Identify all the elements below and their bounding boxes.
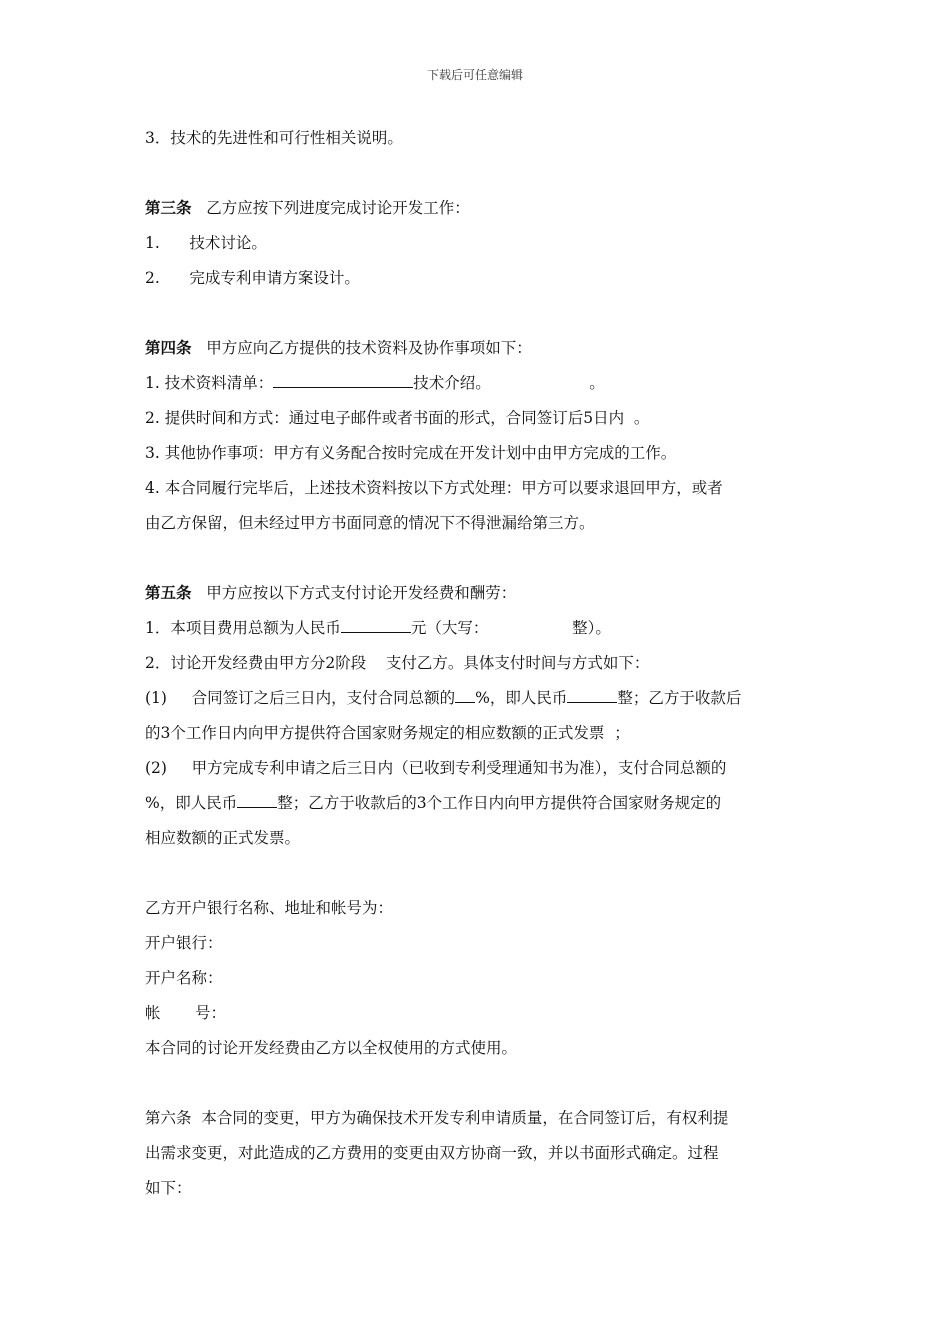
text-line bbox=[145, 513, 595, 533]
line-text: (2) 甲方完成专利申请之后三日内（已收到专利受理通知书为准），支付合同总额的 bbox=[145, 759, 727, 777]
text-line bbox=[145, 198, 470, 218]
line-text: 3. 其他协作事项：甲方有义务配合按时完成在开发计划中由甲方完成的工作。 bbox=[145, 444, 677, 462]
line-text: 甲方应按以下方式支付讨论开发经费和酬劳： bbox=[191, 584, 517, 602]
line-text: 整；乙方于收款后的3个工作日内向甲方提供符合国家财务规定的 bbox=[277, 794, 722, 812]
text-line bbox=[145, 1003, 226, 1023]
line-text: 如下： bbox=[145, 1179, 192, 1197]
line-text: 1. 技术资料清单： bbox=[145, 374, 274, 392]
text-line bbox=[145, 828, 300, 848]
text-line bbox=[145, 1178, 192, 1198]
line-text: 乙方应按下列进度完成讨论开发工作： bbox=[191, 199, 470, 217]
line-text: (1) 合同签订之后三日内，支付合同总额的 bbox=[145, 689, 456, 707]
text-line bbox=[145, 443, 676, 463]
line-text: 出需求变更，对此造成的乙方费用的变更由双方协商一致，并以书面形式确定。过程 bbox=[145, 1144, 719, 1162]
line-text: 甲方应向乙方提供的技术资料及协作事项如下： bbox=[191, 339, 532, 357]
line-text: 整；乙方于收款后 bbox=[617, 689, 742, 707]
text-line bbox=[145, 1038, 517, 1058]
line-text: 2. 完成专利申请方案设计。 bbox=[145, 269, 360, 287]
blank-underline bbox=[237, 793, 277, 808]
clause-heading: 第四条 bbox=[145, 338, 192, 357]
text-line bbox=[145, 758, 726, 778]
blank-underline bbox=[455, 688, 475, 703]
line-text: %，即人民币 bbox=[475, 689, 568, 707]
line-text: 4. 本合同履行完毕后，上述技术资料按以下方式处理：甲方可以要求退回甲方，或者 bbox=[145, 479, 723, 497]
line-text: %，即人民币 bbox=[145, 794, 238, 812]
text-line bbox=[145, 723, 630, 743]
line-text: 本合同的讨论开发经费由乙方以全权使用的方式使用。 bbox=[145, 1039, 518, 1057]
text-line bbox=[145, 268, 360, 288]
line-text: 2．讨论开发经费由甲方分2阶段 支付乙方。具体支付时间与方式如下： bbox=[145, 654, 650, 672]
text-line bbox=[145, 338, 532, 358]
blank-underline bbox=[567, 688, 617, 703]
line-text: 元（大写： 整）。 bbox=[410, 619, 611, 637]
text-line bbox=[145, 653, 649, 673]
line-text: 乙方开户银行名称、地址和帐号为： bbox=[145, 899, 394, 917]
text-line bbox=[145, 373, 605, 393]
text-line bbox=[145, 618, 611, 638]
blank-underline bbox=[341, 618, 411, 633]
line-text: 2. 提供时间和方式：通过电子邮件或者书面的形式，合同签订后5日内 。 bbox=[145, 409, 650, 427]
text-line bbox=[145, 793, 721, 813]
text-line bbox=[145, 968, 223, 988]
blank-underline bbox=[273, 373, 413, 388]
line-text: 的3个工作日内向甲方提供符合国家财务规定的相应数额的正式发票 ； bbox=[145, 724, 630, 742]
line-text: 1. 技术讨论。 bbox=[145, 234, 267, 252]
text-line bbox=[145, 898, 393, 918]
line-text: 由乙方保留，但未经过甲方书面同意的情况下不得泄漏给第三方。 bbox=[145, 514, 595, 532]
text-line bbox=[145, 478, 723, 498]
line-text: 3．技术的先进性和可行性相关说明。 bbox=[145, 129, 403, 147]
text-line bbox=[145, 408, 649, 428]
page-header: 下载后可任意编辑 bbox=[426, 68, 523, 82]
text-line bbox=[145, 233, 267, 253]
text-line bbox=[145, 1108, 728, 1128]
line-text: 开户名称： bbox=[145, 969, 223, 987]
clause-heading: 第五条 bbox=[145, 583, 192, 602]
line-text: 帐 号： bbox=[145, 1004, 226, 1022]
line-text: 技术介绍。 。 bbox=[413, 374, 605, 392]
text-line bbox=[145, 933, 223, 953]
text-line bbox=[145, 583, 516, 603]
text-line bbox=[145, 128, 403, 148]
line-text: 1．本项目费用总额为人民币 bbox=[145, 619, 341, 637]
line-text: 开户银行： bbox=[145, 934, 223, 952]
line-text: 相应数额的正式发票。 bbox=[145, 829, 301, 847]
line-text: 第六条 本合同的变更，甲方为确保技术开发专利申请质量，在合同签订后，有权利提 bbox=[145, 1109, 729, 1127]
text-line bbox=[145, 1143, 719, 1163]
text-line bbox=[145, 688, 741, 708]
clause-heading: 第三条 bbox=[145, 198, 192, 217]
